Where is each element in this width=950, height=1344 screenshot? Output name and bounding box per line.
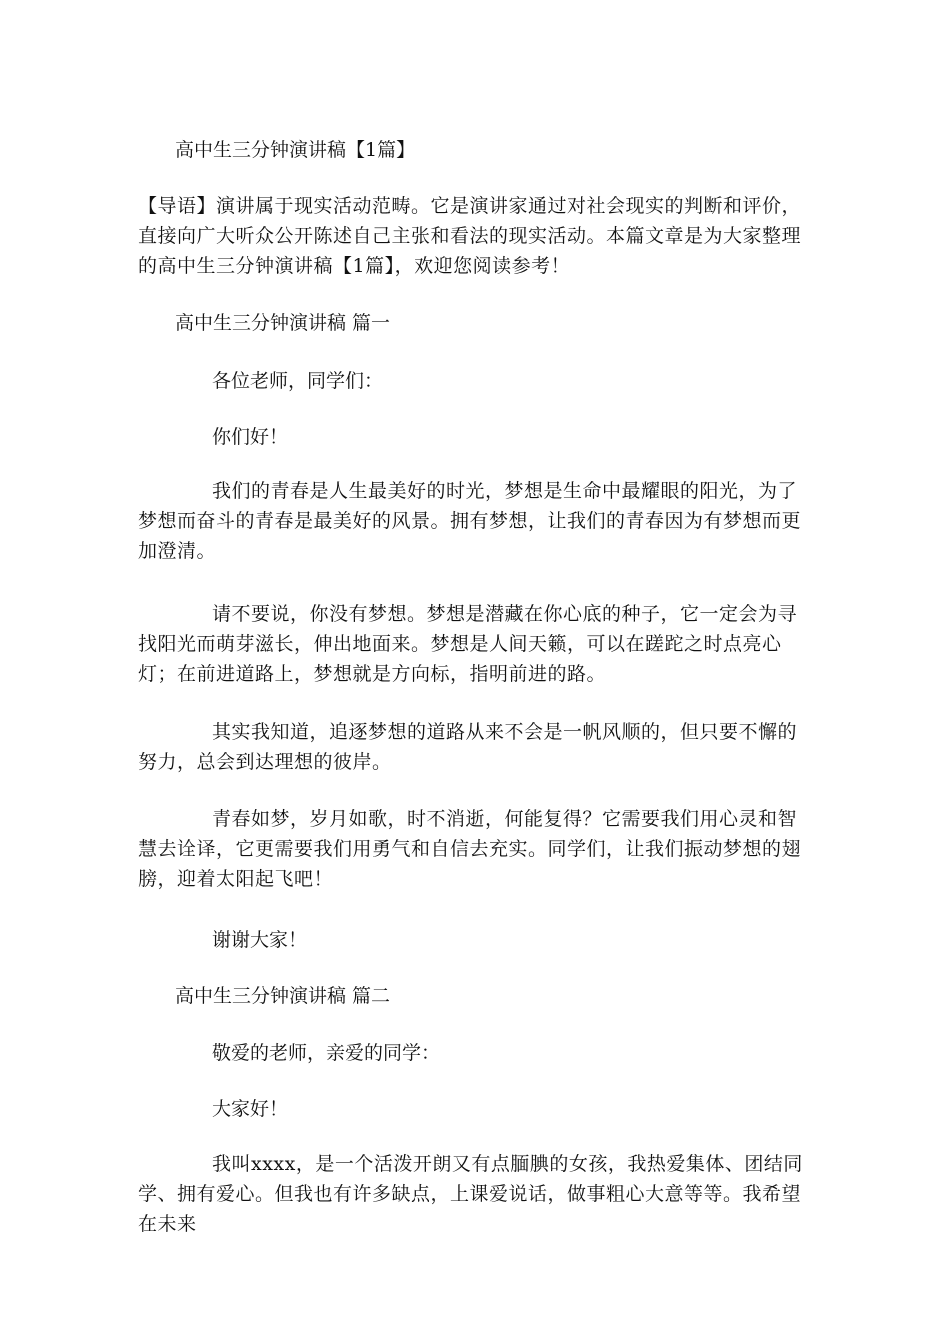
section2-heading: 高中生三分钟演讲稿 篇二 [175,985,391,1007]
section1-paragraph-3: 其实我知道，追逐梦想的道路从来不会是一帆风顺的，但只要不懈的努力，总会到达理想的彼岸。 [138,721,798,773]
section1-greeting: 你们好！ [212,426,289,448]
intro-paragraph: 【导语】演讲属于现实活动范畴。它是演讲家通过对社会现实的判断和评价，直接向广大听众公开陈述自己主张和看法的现实活动。本篇文章是为大家整理的高中生三分钟演讲稿【1篇】，欢迎您阅读参考！ [138,195,802,277]
section1-paragraph-2: 请不要说，你没有梦想。梦想是潜藏在你心底的种子，它一定会为寻找阳光而萌芽滋长，伸出地面来。梦想是人间天籁，可以在蹉跎之时点亮心灯；在前进道路上，梦想就是方向标，指明前进的路。 [138,603,798,685]
document-title: 高中生三分钟演讲稿【1篇】 [175,139,416,161]
section2-paragraph-1: 我叫xxxx，是一个活泼开朗又有点腼腆的女孩，我热爱集体、团结同学、拥有爱心。但我也有许多缺点，上课爱说话，做事粗心大意等等。我希望在未来 [138,1153,803,1235]
section2-greeting: 大家好！ [212,1098,289,1120]
section2-salutation: 敬爱的老师，亲爱的同学： [212,1042,441,1064]
section1-heading: 高中生三分钟演讲稿 篇一 [175,312,391,334]
section1-paragraph-4: 青春如梦，岁月如歌，时不消逝，何能复得？它需要我们用心灵和智慧去诠译，它更需要我们用勇气和自信去充实。同学们，让我们振动梦想的翅膀，迎着太阳起飞吧！ [138,808,802,890]
section1-closing: 谢谢大家！ [212,929,308,951]
section1-salutation: 各位老师，同学们： [212,370,384,392]
section1-paragraph-1: 我们的青春是人生最美好的时光，梦想是生命中最耀眼的阳光，为了梦想而奋斗的青春是最美好的风景。拥有梦想，让我们的青春因为有梦想而更加澄清。 [138,480,802,562]
